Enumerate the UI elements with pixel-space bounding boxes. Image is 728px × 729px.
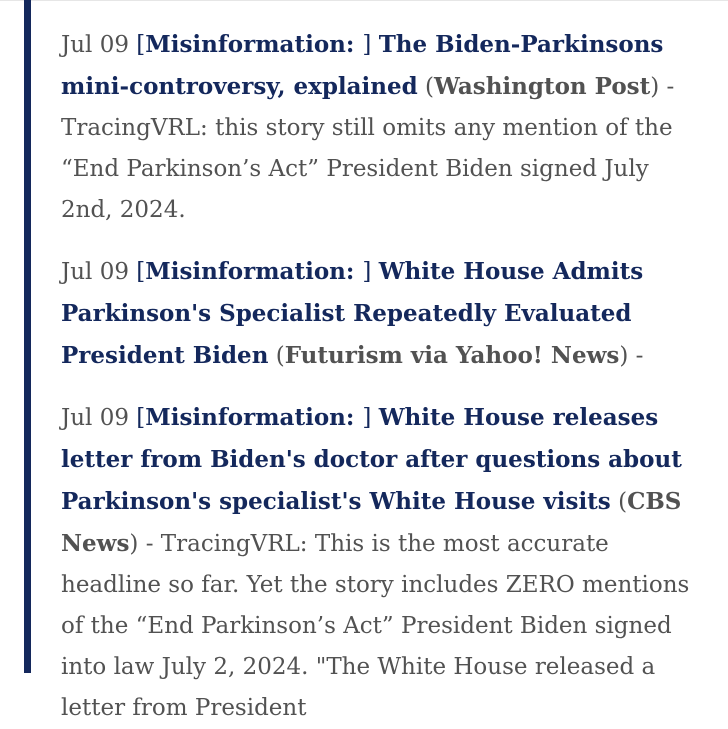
source-name: CBS News xyxy=(61,488,682,557)
category-tag-link[interactable]: Misinformation: xyxy=(145,258,363,285)
item-date: Jul 09 xyxy=(61,259,129,285)
item-date: Jul 09 xyxy=(61,32,129,58)
commentary-text: TracingVRL: this story still omits any mention of the “End Parkinson’s Act” President Biden signed July 2nd, 2024. xyxy=(61,115,673,223)
news-item xyxy=(61,251,704,377)
open-bracket: [ xyxy=(136,259,146,285)
headline-link[interactable]: White House Admits Parkinson's Specialist Repeatedly Evaluated President Biden xyxy=(61,258,644,369)
source-name: Futurism via Yahoo! News xyxy=(284,342,620,369)
source-close-paren: ) - xyxy=(650,74,675,100)
close-bracket: ] xyxy=(362,259,372,285)
commentary-text: TracingVRL: This is the most accurate headline so far. Yet the story includes ZERO mentions of the “End Parkinson’s Act” President Biden signed into law July 2, 2024. "The White House released a letter from President xyxy=(61,531,690,721)
source-close-paren: ) - xyxy=(129,531,154,557)
source-open-paren: ( xyxy=(275,343,285,369)
source-open-paren: ( xyxy=(425,74,435,100)
open-bracket: [ xyxy=(136,405,146,431)
news-item xyxy=(61,397,704,729)
headline-link[interactable]: The Biden-Parkinsons mini-controversy, explained xyxy=(61,31,664,100)
close-bracket: ] xyxy=(362,32,372,58)
open-bracket: [ xyxy=(136,32,146,58)
close-bracket: ] xyxy=(362,405,372,431)
headline-link[interactable]: White House releases letter from Biden's doctor after questions about Parkinson's specialist's White House visits xyxy=(61,404,682,515)
news-feed xyxy=(24,0,728,721)
news-item xyxy=(61,24,704,231)
source-close-paren: ) - xyxy=(619,343,644,369)
source-name: Washington Post xyxy=(434,73,651,100)
item-date: Jul 09 xyxy=(61,405,129,431)
source-open-paren: ( xyxy=(618,489,628,515)
category-tag-link[interactable]: Misinformation: xyxy=(145,31,363,58)
category-tag-link[interactable]: Misinformation: xyxy=(145,404,363,431)
